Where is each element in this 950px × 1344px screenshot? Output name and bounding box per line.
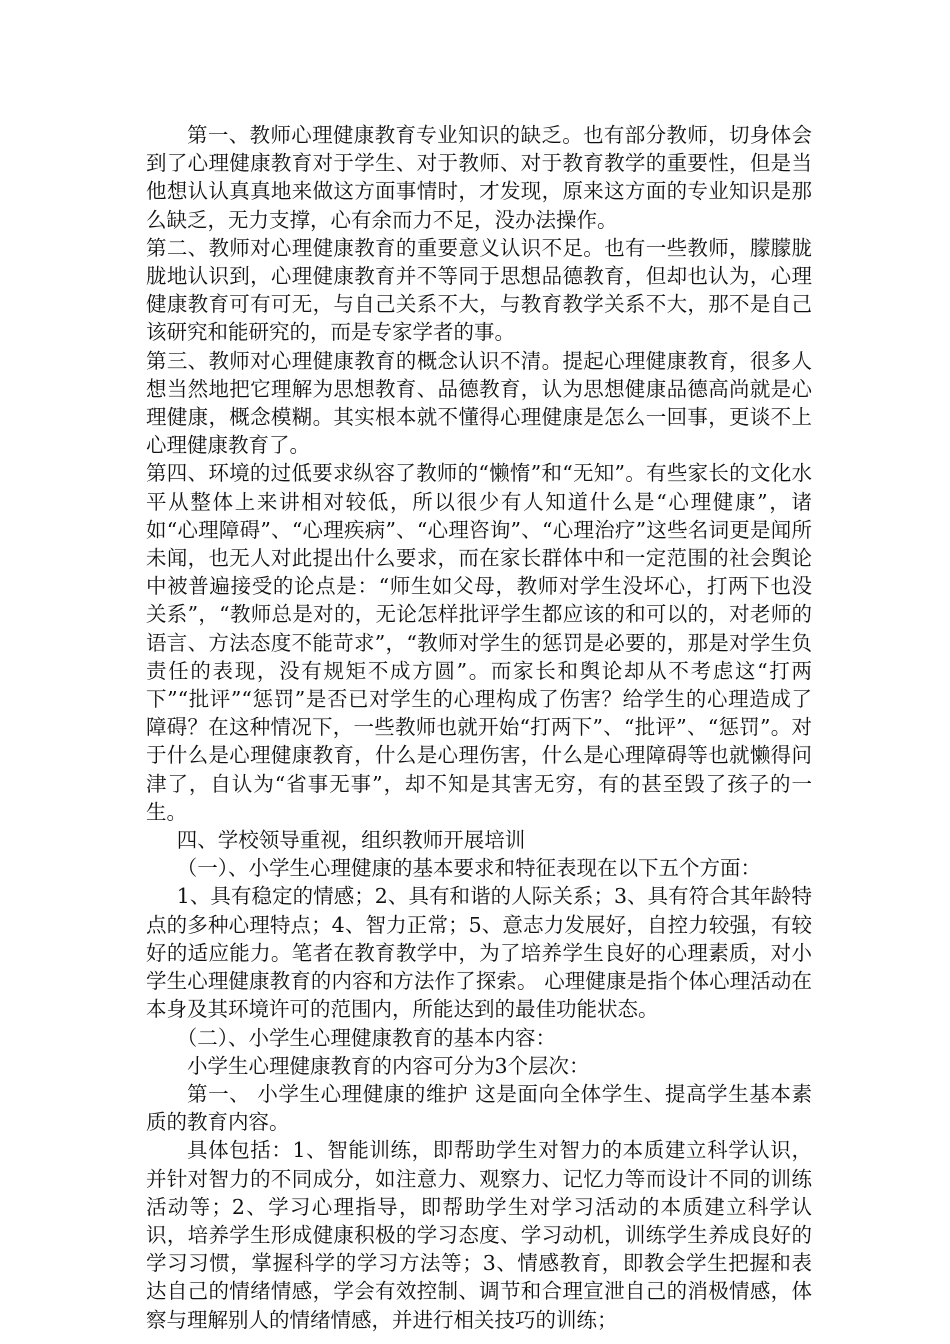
paragraph-8: 具体包括：1、智能训练，即帮助学生对智力的本质建立科学认识，并针对智力的不同成分，如注意力、观察力、记忆力等而设计不同的训练活动等；2、学习心理指导，即帮助学生对学习活动的本质建立科学认识，培养学生形成健康积极的学习态度、学习动机，训练学生养成良好的学习习惯，掌握科学的学习方法等；3、情感教育，即教会学生把握和表达自己的情绪情感，学会有效控制、调节和合理宣泄自己的消极情感，体察与理解别人的情绪情感，并进行相关技巧的训练；: [146, 1138, 812, 1332]
paragraph-2: 第二、教师对心理健康教育的重要意义认识不足。也有一些教师，朦朦胧胧地认识到，心理健康教育并不等同于思想品德教育，但却也认为，心理健康教育可有可无，与自己关系不大，与教育教学关系不大，那不是自己该研究和能研究的，而是专家学者的事。: [146, 235, 812, 345]
paragraph-4: 第四、环境的过低要求纵容了教师的“懒惰”和“无知”。有些家长的文化水平从整体上来讲相对较低，所以很少有人知道什么是“心理健康”，诸如“心理障碍”、“心理疾病”、“心理咨询”、“心理治疗”这些名词更是闻所未闻，也无人对此提出什么要求，而在家长群体中和一定范围的社会舆论中被普遍接受的论点是：“师生如父母，教师对学生没坏心，打两下也没关系”，“教师总是对的，无论怎样批评学生都应该的和可以的，对老师的语言、方法态度不能苛求”，“教师对学生的惩罚是必要的，那是对学生负责任的表现，没有规矩不成方圆”。而家长和舆论却从不考虑这“打两下”“批评”“惩罚”是否已对学生的心理构成了伤害？给学生的心理造成了障碍？在这种情况下，一些教师也就开始“打两下”、“批评”、“惩罚”。对于什么是心理健康教育，什么是心理伤害，什么是心理障碍等也就懒得问津了，自认为“省事无事”，却不知是其害无穷，有的甚至毁了孩子的一生。: [146, 461, 812, 824]
paragraph-3: 第三、教师对心理健康教育的概念认识不清。提起心理健康教育，很多人想当然地把它理解为思想教育、品德教育，认为思想健康品德高尚就是心理健康，概念模糊。其实根本就不懂得心理健康是怎么一回事，更谈不上心理健康教育了。: [146, 348, 812, 458]
paragraph-5: 1、具有稳定的情感；2、具有和谐的人际关系；3、具有符合其年龄特点的多种心理特点；4、智力正常；5、意志力发展好，自控力较强，有较好的适应能力。笔者在教育教学中，为了培养学生良好的心理素质，对小学生心理健康教育的内容和方法作了探索。 心理健康是指个体心理活动在本身及其环境许可的范围内，所能达到的最佳功能状态。: [146, 884, 812, 1022]
paragraph-7: 第一、 小学生心理健康的维护 这是面向全体学生、提高学生基本素质的教育内容。: [146, 1081, 812, 1135]
section-heading-4: 四、学校领导重视，组织教师开展培训: [176, 828, 526, 853]
paragraph-1: 第一、教师心理健康教育专业知识的缺乏。也有部分教师，切身体会到了心理健康教育对于学生、对于教师、对于教育教学的重要性，但是当他想认认真真地来做这方面事情时，才发现，原来这方面的专业知识是那么缺乏，无力支撑，心有余而力不足，没办法操作。: [146, 123, 812, 232]
document-body: [146, 121, 812, 1334]
subheading-1: （一）、小学生心理健康的基本要求和特征表现在以下五个方面：: [176, 856, 761, 881]
paragraph-6: 小学生心理健康教育的内容可分为3个层次：: [187, 1053, 590, 1078]
subheading-2: （二）、小学生心理健康教育的基本内容：: [176, 1025, 556, 1050]
